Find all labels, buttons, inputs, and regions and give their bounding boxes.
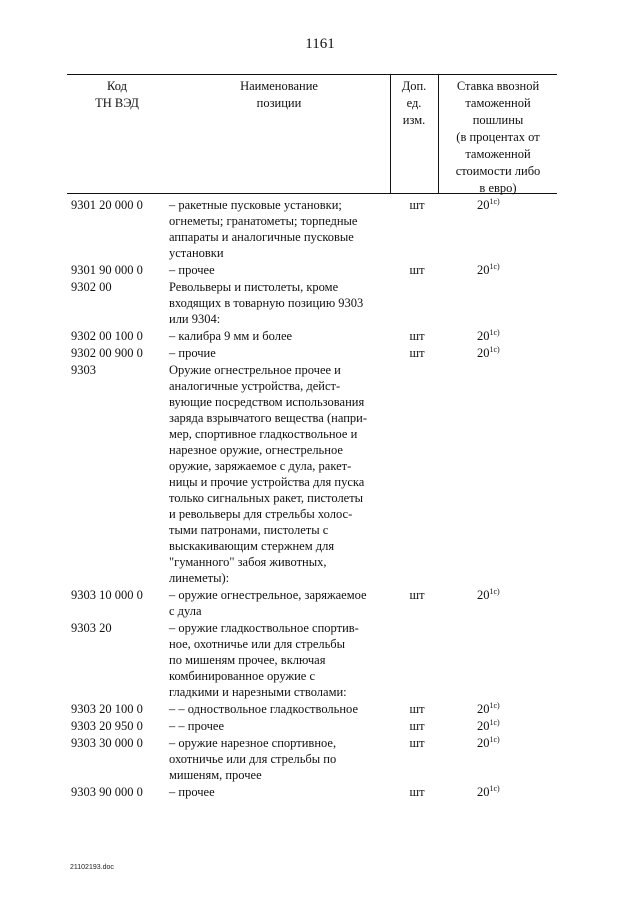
duty-rate-footnote: 1с) xyxy=(489,197,500,206)
duty-rate-footnote: 1с) xyxy=(489,587,500,596)
position-name: – – одноствольное гладкоствольное xyxy=(169,702,358,716)
position-name: – ракетные пусковые установки; огнеметы; гранатометы; торпедные аппараты и аналогичные пусковые установки xyxy=(169,198,358,260)
duty-rate xyxy=(477,735,517,751)
page-number: 1161 xyxy=(305,36,335,52)
unit-of-measure: шт xyxy=(409,263,425,277)
unit-of-measure: шт xyxy=(409,198,425,212)
unit-of-measure: шт xyxy=(409,346,425,360)
duty-rate-value: 20 xyxy=(477,736,490,750)
duty-rate xyxy=(477,262,517,278)
header-bottom-rule xyxy=(67,193,557,194)
tnved-code: 9303 20 xyxy=(71,621,112,635)
header-unit: Доп. ед. изм. xyxy=(401,79,427,127)
position-name: – оружие огнестрельное, заряжаемое с дула xyxy=(169,588,367,618)
duty-rate-footnote: 1с) xyxy=(489,701,500,710)
duty-rate xyxy=(477,345,517,361)
header-rate: Ставка ввозной таможенной пошлины (в процентах от таможенной стоимости либо в евро) xyxy=(455,79,541,195)
duty-rate xyxy=(477,587,517,603)
duty-rate-value: 20 xyxy=(477,198,490,212)
position-name: – оружие нарезное спортивное, охотничье или для стрельбы по мишеням, прочее xyxy=(169,736,337,782)
duty-rate xyxy=(477,197,517,213)
unit-of-measure: шт xyxy=(409,719,425,733)
duty-rate-value: 20 xyxy=(477,719,490,733)
tnved-code: 9303 20 950 0 xyxy=(71,719,143,733)
tnved-code: 9303 xyxy=(71,363,96,377)
tnved-code: 9302 00 100 0 xyxy=(71,329,143,343)
duty-rate xyxy=(477,718,517,734)
position-name: – прочие xyxy=(169,346,216,360)
unit-of-measure: шт xyxy=(409,785,425,799)
duty-rate-value: 20 xyxy=(477,588,490,602)
tnved-code: 9303 30 000 0 xyxy=(71,736,143,750)
duty-rate-value: 20 xyxy=(477,785,490,799)
tnved-code: 9303 10 000 0 xyxy=(71,588,143,602)
position-name: Револьверы и пистолеты, кроме входящих в товарную позицию 9303 или 9304: xyxy=(169,280,364,326)
position-name: – – прочее xyxy=(169,719,224,733)
unit-of-measure: шт xyxy=(409,736,425,750)
duty-rate xyxy=(477,328,517,344)
duty-rate-footnote: 1с) xyxy=(489,718,500,727)
duty-rate-value: 20 xyxy=(477,702,490,716)
duty-rate-footnote: 1с) xyxy=(489,328,500,337)
tnved-code: 9301 90 000 0 xyxy=(71,263,143,277)
position-name: Оружие огнестрельное прочее и аналогичные устройства, дейст- вующие посредством использования заряда взрывчатого вещества (напри- мер, спортивное гладкоствольное и нарезное оружие, огнестрельное оружие, заряжаемое с дула, ракет- ницы и прочие устройства для пуска только сигнальных ракет, пистолеты и револьверы для стрельбы холос- тыми патронами, пистолеты с выскакивающим стержнем для "гуманного" забоя животных, линеметы): xyxy=(169,363,367,585)
position-name: – прочее xyxy=(169,785,215,799)
header-code: Код ТН ВЭД xyxy=(95,79,139,110)
duty-rate-footnote: 1с) xyxy=(489,735,500,744)
tnved-code: 9303 20 100 0 xyxy=(71,702,143,716)
unit-of-measure: шт xyxy=(409,329,425,343)
duty-rate-footnote: 1с) xyxy=(489,784,500,793)
duty-rate-value: 20 xyxy=(477,346,490,360)
duty-rate-footnote: 1с) xyxy=(489,345,500,354)
unit-of-measure: шт xyxy=(409,588,425,602)
footer-filename: 21102193.doc xyxy=(70,864,114,871)
position-name: – калибра 9 мм и более xyxy=(169,329,293,343)
position-name: – прочее xyxy=(169,263,215,277)
unit-of-measure: шт xyxy=(409,702,425,716)
tnved-code: 9303 90 000 0 xyxy=(71,785,143,799)
position-name: – оружие гладкоствольное спортив- ное, охотничье или для стрельбы по мишеням прочее, включая комбинированное оружие с гладкими и нарезными стволами: xyxy=(169,621,359,699)
tnved-code: 9301 20 000 0 xyxy=(71,198,143,212)
duty-rate-value: 20 xyxy=(477,263,490,277)
duty-rate xyxy=(477,701,517,717)
duty-rate xyxy=(477,784,517,800)
header-top-rule xyxy=(67,74,557,75)
tnved-code: 9302 00 900 0 xyxy=(71,346,143,360)
header-name: Наименование позиции xyxy=(240,79,318,110)
duty-rate-value: 20 xyxy=(477,329,490,343)
duty-rate-footnote: 1с) xyxy=(489,262,500,271)
tnved-code: 9302 00 xyxy=(71,280,112,294)
